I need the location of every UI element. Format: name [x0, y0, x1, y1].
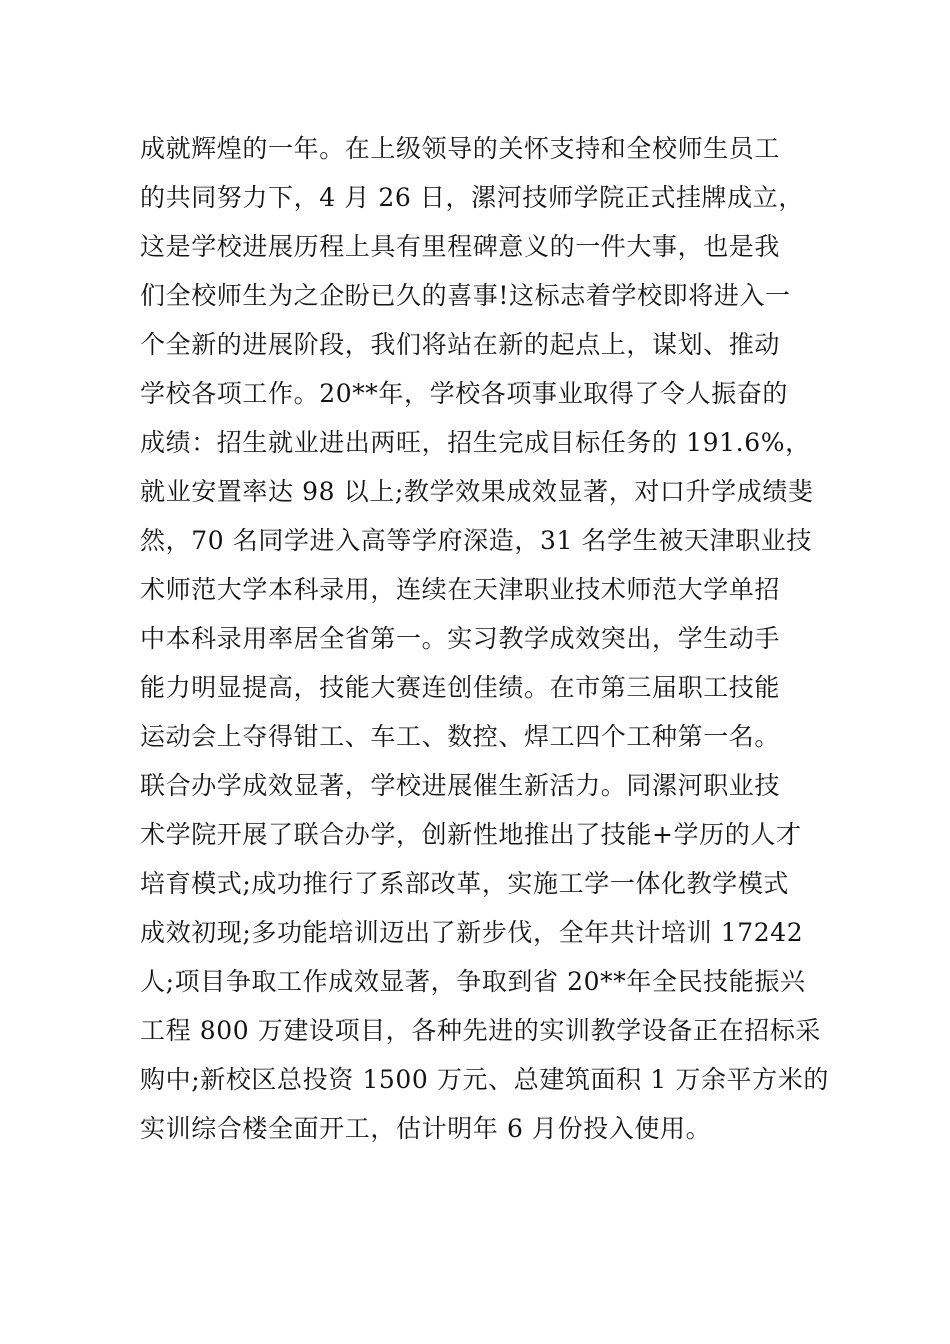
text-line-2: 的共同努力下，4 月 26 日，漯河技师学院正式挂牌成立， — [140, 183, 804, 212]
text-line-16: 培育模式;成功推行了系部改革，实施工学一体化教学模式 — [140, 869, 790, 898]
text-line-15: 术学院开展了联合办学，创新性地推出了技能+学历的人才 — [140, 820, 802, 849]
text-line-10: 术师范大学本科录用，连续在天津职业技术师范大学单招 — [140, 575, 781, 604]
text-line-9: 然，70 名同学进入高等学府深造，31 名学生被天津职业技 — [140, 526, 812, 555]
text-line-13: 运动会上夺得钳工、车工、数控、焊工四个工种第一名。 — [140, 722, 781, 751]
text-line-21: 实训综合楼全面开工，估计明年 6 月份投入使用。 — [140, 1114, 712, 1143]
text-line-6: 学校各项工作。20**年，学校各项事业取得了令人振奋的 — [140, 379, 789, 408]
text-line-4: 们全校师生为之企盼已久的喜事!这标志着学校即将进入一 — [140, 281, 791, 310]
text-line-11: 中本科录用率居全省第一。实习教学成效突出，学生动手 — [140, 624, 781, 653]
text-line-14: 联合办学成效显著，学校进展催生新活力。同漯河职业技 — [140, 771, 781, 800]
body-paragraph — [140, 124, 829, 1153]
text-line-12: 能力明显提高，技能大赛连创佳绩。在市第三届职工技能 — [140, 673, 781, 702]
text-line-20: 购中;新校区总投资 1500 万元、总建筑面积 1 万余平方米的 — [140, 1065, 829, 1094]
text-line-7: 成绩：招生就业进出两旺，招生完成目标任务的 191.6%， — [140, 428, 811, 457]
text-line-19: 工程 800 万建设项目，各种先进的实训教学设备正在招标采 — [140, 1016, 822, 1045]
text-line-5: 个全新的进展阶段，我们将站在新的起点上，谋划、推动 — [140, 330, 781, 359]
text-line-1: 成就辉煌的一年。在上级领导的关怀支持和全校师生员工 — [140, 134, 781, 163]
text-line-17: 成效初现;多功能培训迈出了新步伐，全年共计培训 17242 — [140, 918, 804, 947]
text-line-3: 这是学校进展历程上具有里程碑意义的一件大事，也是我 — [140, 232, 781, 261]
text-line-18: 人;项目争取工作成效显著，争取到省 20**年全民技能振兴 — [140, 967, 806, 996]
text-line-8: 就业安置率达 98 以上;教学效果成效显著，对口升学成绩斐 — [140, 477, 814, 506]
